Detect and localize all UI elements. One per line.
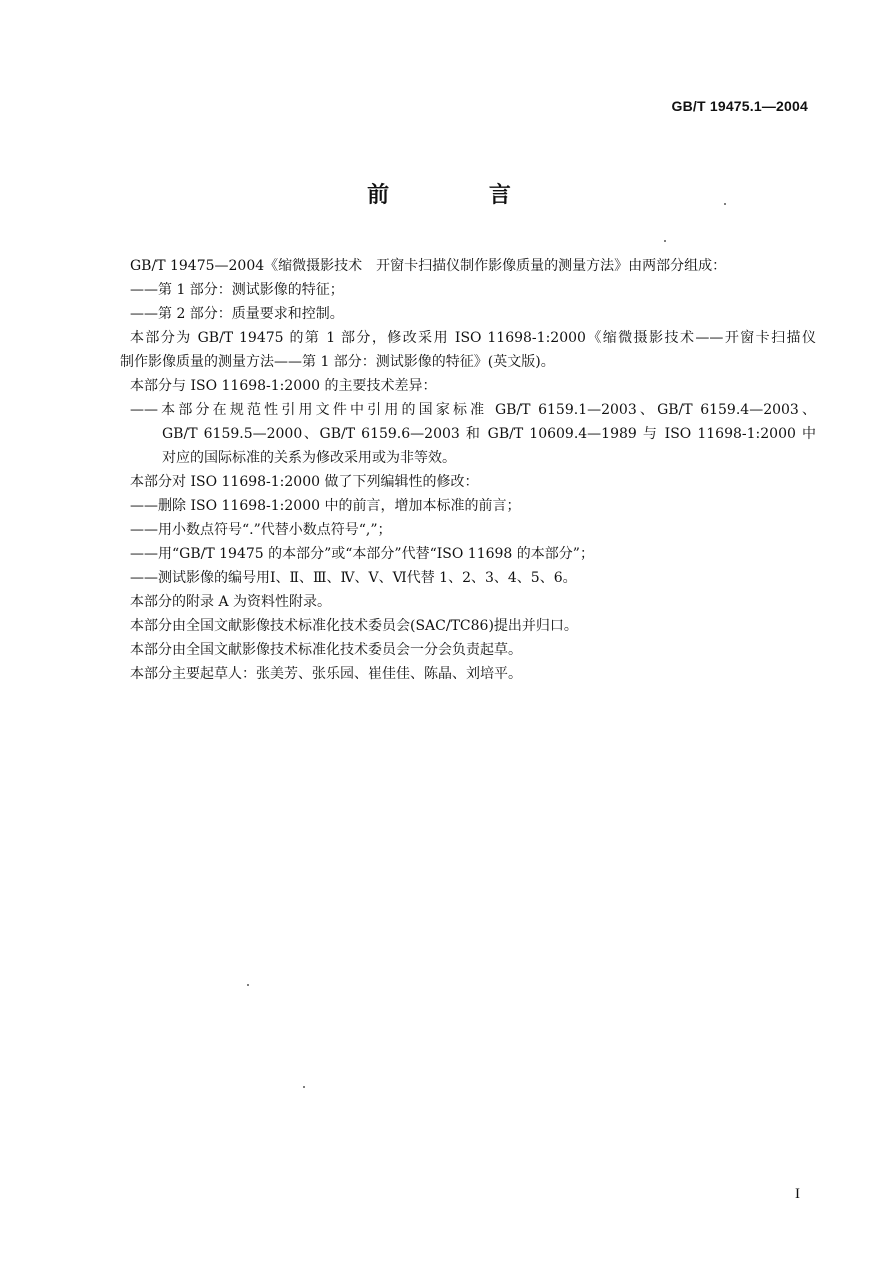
paragraph-adoption-line-1: 本部分为 GB/T 19475 的第 1 部分，修改采用 ISO 11698-1:2000《缩微摄影技术——开窗卡扫描仪 (130, 330, 816, 346)
page-number: I (795, 1186, 800, 1202)
scan-speck (303, 1086, 305, 1088)
paragraph-proposed-by: 本部分由全国文献影像技术标准化技术委员会(SAC/TC86)提出并归口。 (130, 618, 578, 634)
scan-speck (664, 240, 666, 242)
list-item-difference-line-2: GB/T 6159.5—2000、GB/T 6159.6—2003 和 GB/T 10609.4—1989 与 ISO 11698-1:2000 中 (162, 426, 816, 442)
list-item-part-2: ——第 2 部分：质量要求和控制。 (130, 306, 344, 322)
list-item-editorial-4: ——测试影像的编号用Ⅰ、Ⅱ、Ⅲ、Ⅳ、Ⅴ、Ⅵ代替 1、2、3、4、5、6。 (130, 570, 577, 586)
scan-speck (247, 984, 249, 986)
paragraph-annex: 本部分的附录 A 为资料性附录。 (130, 594, 332, 610)
standard-code: GB/T 19475.1—2004 (671, 98, 808, 114)
page-title: 前 言 (367, 183, 557, 208)
paragraph-drafted-by: 本部分由全国文献影像技术标准化技术委员会一分会负责起草。 (130, 642, 522, 658)
paragraph-editorial: 本部分对 ISO 11698-1:2000 做了下列编辑性的修改： (130, 474, 479, 490)
foreword-body (120, 254, 816, 686)
paragraph-adoption-line-2: 制作影像质量的测量方法——第 1 部分：测试影像的特征》(英文版)。 (120, 354, 555, 370)
list-item-editorial-1: ——删除 ISO 11698-1:2000 中的前言，增加本标准的前言； (130, 498, 521, 514)
list-item-part-1: ——第 1 部分：测试影像的特征； (130, 282, 344, 298)
paragraph-intro: GB/T 19475—2004《缩微摄影技术 开窗卡扫描仪制作影像质量的测量方法》由两部分组成： (130, 258, 727, 274)
list-item-difference-line-3: 对应的国际标准的关系为修改采用或为非等效。 (162, 450, 456, 466)
scan-speck (724, 203, 726, 205)
paragraph-drafters: 本部分主要起草人：张美芳、张乐园、崔佳佳、陈晶、刘培平。 (130, 666, 522, 682)
list-item-editorial-2: ——用小数点符号“.”代替小数点符号“,”； (130, 522, 392, 538)
paragraph-differences: 本部分与 ISO 11698-1:2000 的主要技术差异： (130, 378, 437, 394)
list-item-editorial-3: ——用“GB/T 19475 的本部分”或“本部分”代替“ISO 11698 的本部分”； (130, 546, 594, 562)
list-item-difference-line-1: ——本部分在规范性引用文件中引用的国家标准 GB/T 6159.1—2003、GB/T 6159.4—2003、 (130, 402, 816, 418)
